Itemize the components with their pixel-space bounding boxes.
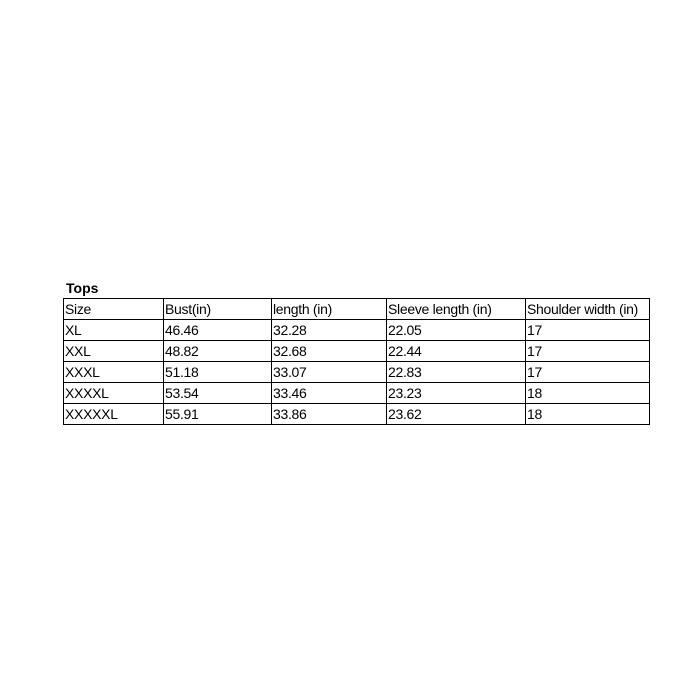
- bust-cell: 53.54: [164, 383, 272, 404]
- chart-title: Tops: [66, 280, 99, 296]
- shoulder-width-cell: 17: [526, 341, 650, 362]
- shoulder-width-cell: 17: [526, 320, 650, 341]
- size-cell: XXXXL: [64, 383, 164, 404]
- header-cell-bust: Bust(in): [164, 299, 272, 320]
- table-row: [64, 383, 650, 404]
- size-cell: XXL: [64, 341, 164, 362]
- length-cell: 33.86: [272, 404, 387, 425]
- sleeve-length-cell: 23.62: [387, 404, 526, 425]
- table-row: [64, 341, 650, 362]
- length-cell: 33.07: [272, 362, 387, 383]
- header-cell-size: Size: [64, 299, 164, 320]
- table-row: [64, 404, 650, 425]
- size-cell: XXXL: [64, 362, 164, 383]
- bust-cell: 51.18: [164, 362, 272, 383]
- sleeve-length-cell: 23.23: [387, 383, 526, 404]
- header-cell-sleeve-length: Sleeve length (in): [387, 299, 526, 320]
- size-cell: XXXXXL: [64, 404, 164, 425]
- length-cell: 32.28: [272, 320, 387, 341]
- shoulder-width-cell: 18: [526, 383, 650, 404]
- shoulder-width-cell: 18: [526, 404, 650, 425]
- length-cell: 33.46: [272, 383, 387, 404]
- sleeve-length-cell: 22.05: [387, 320, 526, 341]
- bust-cell: 55.91: [164, 404, 272, 425]
- table-header-row: [64, 299, 650, 320]
- header-cell-shoulder-width: Shoulder width (in): [526, 299, 650, 320]
- sleeve-length-cell: 22.83: [387, 362, 526, 383]
- table-row: [64, 320, 650, 341]
- size-chart: [63, 280, 650, 425]
- header-cell-length: length (in): [272, 299, 387, 320]
- sleeve-length-cell: 22.44: [387, 341, 526, 362]
- bust-cell: 48.82: [164, 341, 272, 362]
- size-table: [63, 298, 650, 425]
- length-cell: 32.68: [272, 341, 387, 362]
- table-row: [64, 362, 650, 383]
- size-cell: XL: [64, 320, 164, 341]
- bust-cell: 46.46: [164, 320, 272, 341]
- shoulder-width-cell: 17: [526, 362, 650, 383]
